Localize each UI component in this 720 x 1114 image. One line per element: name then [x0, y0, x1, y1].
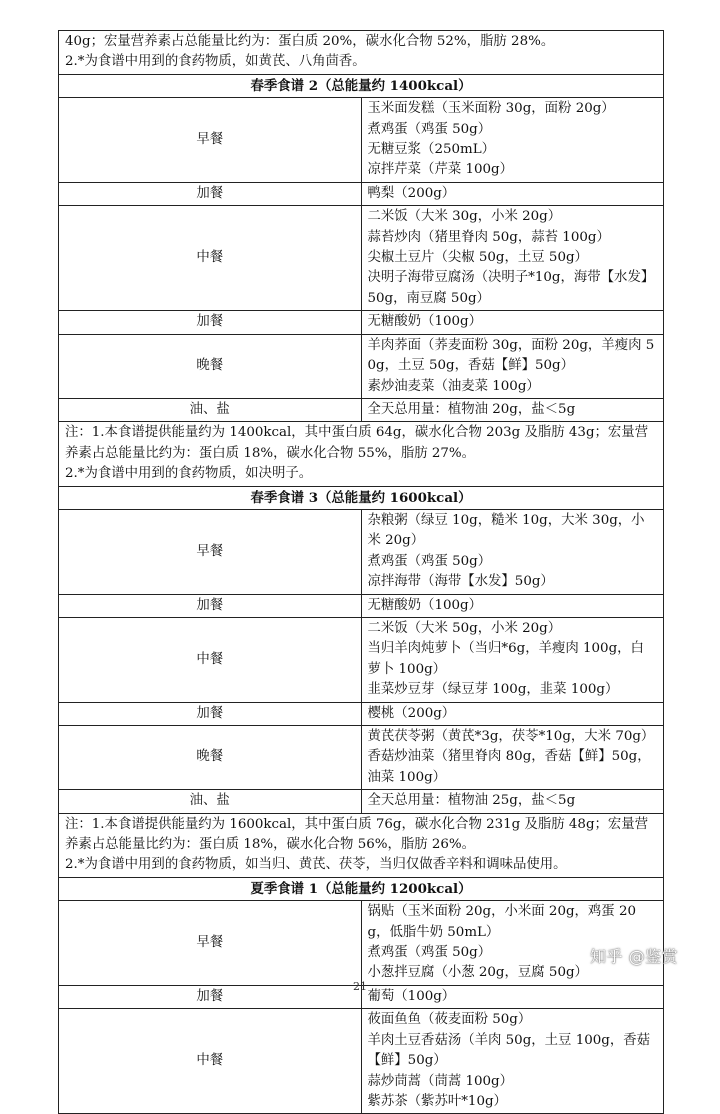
meal-items [361, 1009, 664, 1114]
text-line: 韭菜炒豆芽（绿豆芽 100g，韭菜 100g） [367, 682, 619, 698]
text-line: 全天总用量：植物油 20g，盐＜5g [367, 401, 576, 417]
text-line: 2.*为食谱中用到的食药物质，如决明子。 [65, 466, 313, 482]
meal-row [59, 182, 664, 205]
meal-row [59, 726, 664, 790]
meal-row [59, 1009, 664, 1114]
text-line: 注：1.本食谱提供能量约为 1400kcal，其中蛋白质 64g，碳水化合物 203g 及脂肪 43g；宏量营养素占总能量比约为：蛋白质 18%，碳水化合物 55%，脂肪 27%。 [65, 425, 649, 461]
meal-row [59, 334, 664, 398]
text-line: 玉米面发糕（玉米面粉 30g，面粉 20g） [367, 101, 615, 117]
meal-label: 早餐 [59, 98, 362, 183]
text-line: 无糖酸奶（100g） [367, 314, 482, 330]
text-line: 羊肉土豆香菇汤（羊肉 50g，土豆 100g，香菇【鲜】50g） [367, 1032, 651, 1069]
meal-row [59, 311, 664, 334]
text-line: 素炒油麦菜（油麦菜 100g） [367, 378, 540, 394]
text-line: 煮鸡蛋（鸡蛋 50g） [367, 121, 492, 137]
text-line: 无糖豆浆（250mL） [367, 142, 495, 158]
meal-label: 晚餐 [59, 334, 362, 398]
page-number: 21 [353, 980, 367, 993]
text-line: 黄芪茯苓粥（黄芪*3g，茯苓*10g，大米 70g） [367, 729, 655, 744]
text-line: 全天总用量：植物油 25g，盐＜5g [367, 793, 576, 809]
text-line: 莜面鱼鱼（莜麦面粉 50g） [367, 1012, 532, 1028]
meal-items [361, 398, 664, 421]
continued-note [59, 31, 664, 75]
zhihu-watermark: 知乎 @鉴赏 [590, 947, 679, 966]
menu-title: 夏季食谱 1（总能量约 1200kcal） [59, 877, 664, 900]
meal-label: 早餐 [59, 901, 362, 986]
text-line: 煮鸡蛋（鸡蛋 50g） [367, 553, 492, 569]
text-line: 2.*为食谱中用到的食药物质，如黄芪、八角茴香。 [65, 54, 366, 70]
document-page [58, 30, 664, 1114]
meal-row [59, 702, 664, 725]
diet-menu-table [58, 30, 664, 1114]
meal-row [59, 594, 664, 617]
meal-label: 中餐 [59, 617, 362, 702]
meal-items [361, 311, 664, 334]
meal-label: 中餐 [59, 206, 362, 311]
text-line: 2.*为食谱中用到的食药物质，如当归、黄芪、茯苓，当归仅做香辛料和调味品使用。 [65, 857, 567, 873]
meal-items [361, 617, 664, 702]
text-line: 小葱拌豆腐（小葱 20g，豆腐 50g） [367, 965, 588, 981]
text-line: 注：1.本食谱提供能量约为 1600kcal，其中蛋白质 76g，碳水化合物 231g 及脂肪 48g；宏量营养素占总能量比约为：蛋白质 18%，碳水化合物 56%，脂肪 26%。 [65, 816, 649, 853]
meal-label: 中餐 [59, 1009, 362, 1114]
meal-items [361, 509, 664, 594]
meal-items [361, 790, 664, 813]
text-line: 尖椒土豆片（尖椒 50g，土豆 50g） [367, 250, 588, 266]
meal-row [59, 617, 664, 702]
meal-items [361, 182, 664, 205]
text-line: 樱桃（200g） [367, 705, 456, 721]
text-line: 煮鸡蛋（鸡蛋 50g） [367, 945, 492, 961]
meal-row [59, 398, 664, 421]
text-line: 二米饭（大米 50g，小米 20g） [367, 620, 562, 636]
text-line: 决明子海带豆腐汤（决明子*10g，海带【水发】50g，南豆腐 50g） [367, 270, 655, 306]
meal-label: 加餐 [59, 985, 362, 1008]
text-line: 羊肉荞面（荞麦面粉 30g，面粉 20g，羊瘦肉 50g，土豆 50g，香菇【鲜】50g） [367, 337, 655, 374]
menu-note [59, 813, 664, 877]
meal-row [59, 901, 664, 986]
meal-items [361, 726, 664, 790]
text-line: 鸭梨（200g） [367, 185, 456, 201]
meal-row [59, 206, 664, 311]
meal-row [59, 98, 664, 183]
text-line: 杂粮粥（绿豆 10g，糙米 10g，大米 30g，小米 20g） [367, 512, 645, 549]
text-line: 凉拌海带（海带【水发】50g） [367, 574, 554, 590]
meal-items [361, 702, 664, 725]
text-line: 葡萄（100g） [367, 988, 456, 1004]
meal-label: 加餐 [59, 594, 362, 617]
meal-row [59, 790, 664, 813]
menu-title: 春季食谱 2（总能量约 1400kcal） [59, 74, 664, 97]
meal-label: 加餐 [59, 182, 362, 205]
text-line: 凉拌芹菜（芹菜 100g） [367, 162, 514, 178]
text-line: 紫苏茶（紫苏叶*10g） [367, 1093, 507, 1109]
meal-items [361, 206, 664, 311]
text-line: 40g；宏量营养素占总能量比约为：蛋白质 20%，碳水化合物 52%，脂肪 28%。 [65, 34, 555, 49]
meal-label: 油、盐 [59, 790, 362, 813]
text-line: 无糖酸奶（100g） [367, 597, 482, 613]
meal-row [59, 509, 664, 594]
meal-label: 加餐 [59, 311, 362, 334]
menu-note [59, 422, 664, 486]
meal-items [361, 334, 664, 398]
text-line: 蒜炒茼蒿（茼蒿 100g） [367, 1073, 514, 1089]
text-line: 蒜苔炒肉（猪里脊肉 50g，蒜苔 100g） [367, 229, 610, 245]
meal-items [361, 594, 664, 617]
meal-label: 油、盐 [59, 398, 362, 421]
text-line: 当归羊肉炖萝卜（当归*6g，羊瘦肉 100g，白萝卜 100g） [367, 641, 644, 677]
meal-items [361, 98, 664, 183]
text-line: 锅贴（玉米面粉 20g，小米面 20g，鸡蛋 20g，低脂牛奶 50mL） [367, 904, 636, 940]
menu-title: 春季食谱 3（总能量约 1600kcal） [59, 486, 664, 509]
meal-label: 晚餐 [59, 726, 362, 790]
text-line: 香菇炒油菜（猪里脊肉 80g，香菇【鲜】50g，油菜 100g） [367, 749, 651, 785]
meal-label: 加餐 [59, 702, 362, 725]
meal-label: 早餐 [59, 509, 362, 594]
text-line: 二米饭（大米 30g，小米 20g） [367, 209, 562, 225]
